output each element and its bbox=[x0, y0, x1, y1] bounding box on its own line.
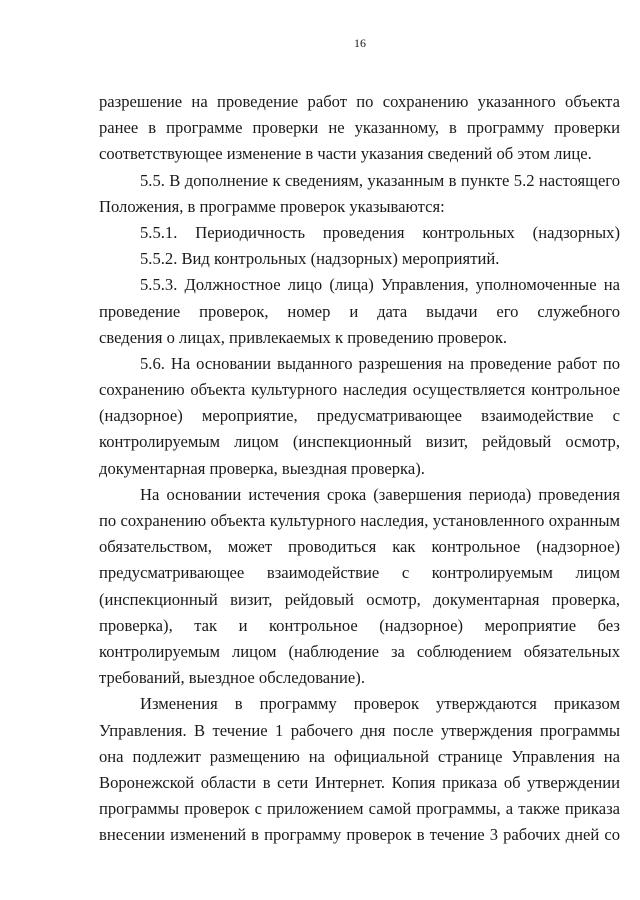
text-line: (надзорное) мероприятие, предусматривающее взаимодействие с bbox=[99, 406, 620, 426]
text-line: обязательством, может проводиться как контрольное (надзорное) bbox=[99, 537, 620, 557]
text-line: внесении изменений в программу проверок в течение 3 рабочих дней со bbox=[99, 825, 620, 845]
text-line: 5.5.1. Периодичность проведения контрольных (надзорных) bbox=[140, 222, 620, 242]
text-line: документарная проверка, выездная проверка). bbox=[99, 458, 425, 478]
text-line: На основании истечения срока (завершения периода) проведения bbox=[140, 484, 620, 504]
page-number: 16 bbox=[354, 36, 366, 50]
text-line: соответствующее изменение в части указания сведений об этом лице. bbox=[99, 144, 592, 164]
text-line: Управления. В течение 1 рабочего дня после утверждения программы bbox=[99, 720, 620, 740]
text-line: Воронежской области в сети Интернет. Копия приказа об утверждении bbox=[99, 772, 620, 792]
document-body bbox=[99, 89, 620, 848]
text-line: разрешение на проведение работ по сохранению указанного объекта bbox=[99, 92, 620, 111]
text-line: сведения о лицах, привлекаемых к проведению проверок. bbox=[99, 327, 508, 347]
text-line: сохранению объекта культурного наследия осуществляется контрольное bbox=[99, 380, 620, 400]
text-line: Изменения в программу проверок утверждаются приказом bbox=[140, 694, 620, 714]
text-line: (инспекционный визит, рейдовый осмотр, документарная проверка, bbox=[99, 589, 620, 609]
text-line: она подлежит размещению на официальной странице Управления на bbox=[99, 746, 620, 766]
text-line: требований, выездное обследование). bbox=[99, 668, 365, 688]
text-line: контролируемым лицом (инспекционный визит, рейдовый осмотр, bbox=[99, 432, 620, 452]
text-line: по сохранению объекта культурного наследия, установленного охранным bbox=[99, 511, 620, 530]
text-line: предусматривающее взаимодействие с контролируемым лицом bbox=[99, 563, 620, 583]
text-line: контролируемым лицом (наблюдение за соблюдением обязательных bbox=[99, 641, 620, 661]
text-line: 5.6. На основании выданного разрешения на проведение работ по bbox=[140, 353, 620, 373]
text-line: 5.5. В дополнение к сведениям, указанным в пункте 5.2 настоящего bbox=[140, 170, 620, 190]
text-line: проверка), так и контрольное (надзорное) мероприятие без bbox=[99, 615, 620, 635]
text-line: ранее в программе проверки не указанному, в программу проверки bbox=[99, 118, 620, 138]
text-line: проведение проверок, номер и дата выдачи его служебного bbox=[99, 301, 620, 321]
text-line: Положения, в программе проверок указываются: bbox=[99, 196, 445, 216]
text-line: 5.5.3. Должностное лицо (лица) Управления, уполномоченные на bbox=[140, 275, 620, 295]
text-line: программы проверок с приложением самой программы, а также приказа bbox=[99, 799, 620, 819]
text-line: 5.5.2. Вид контрольных (надзорных) мероприятий. bbox=[140, 249, 500, 269]
